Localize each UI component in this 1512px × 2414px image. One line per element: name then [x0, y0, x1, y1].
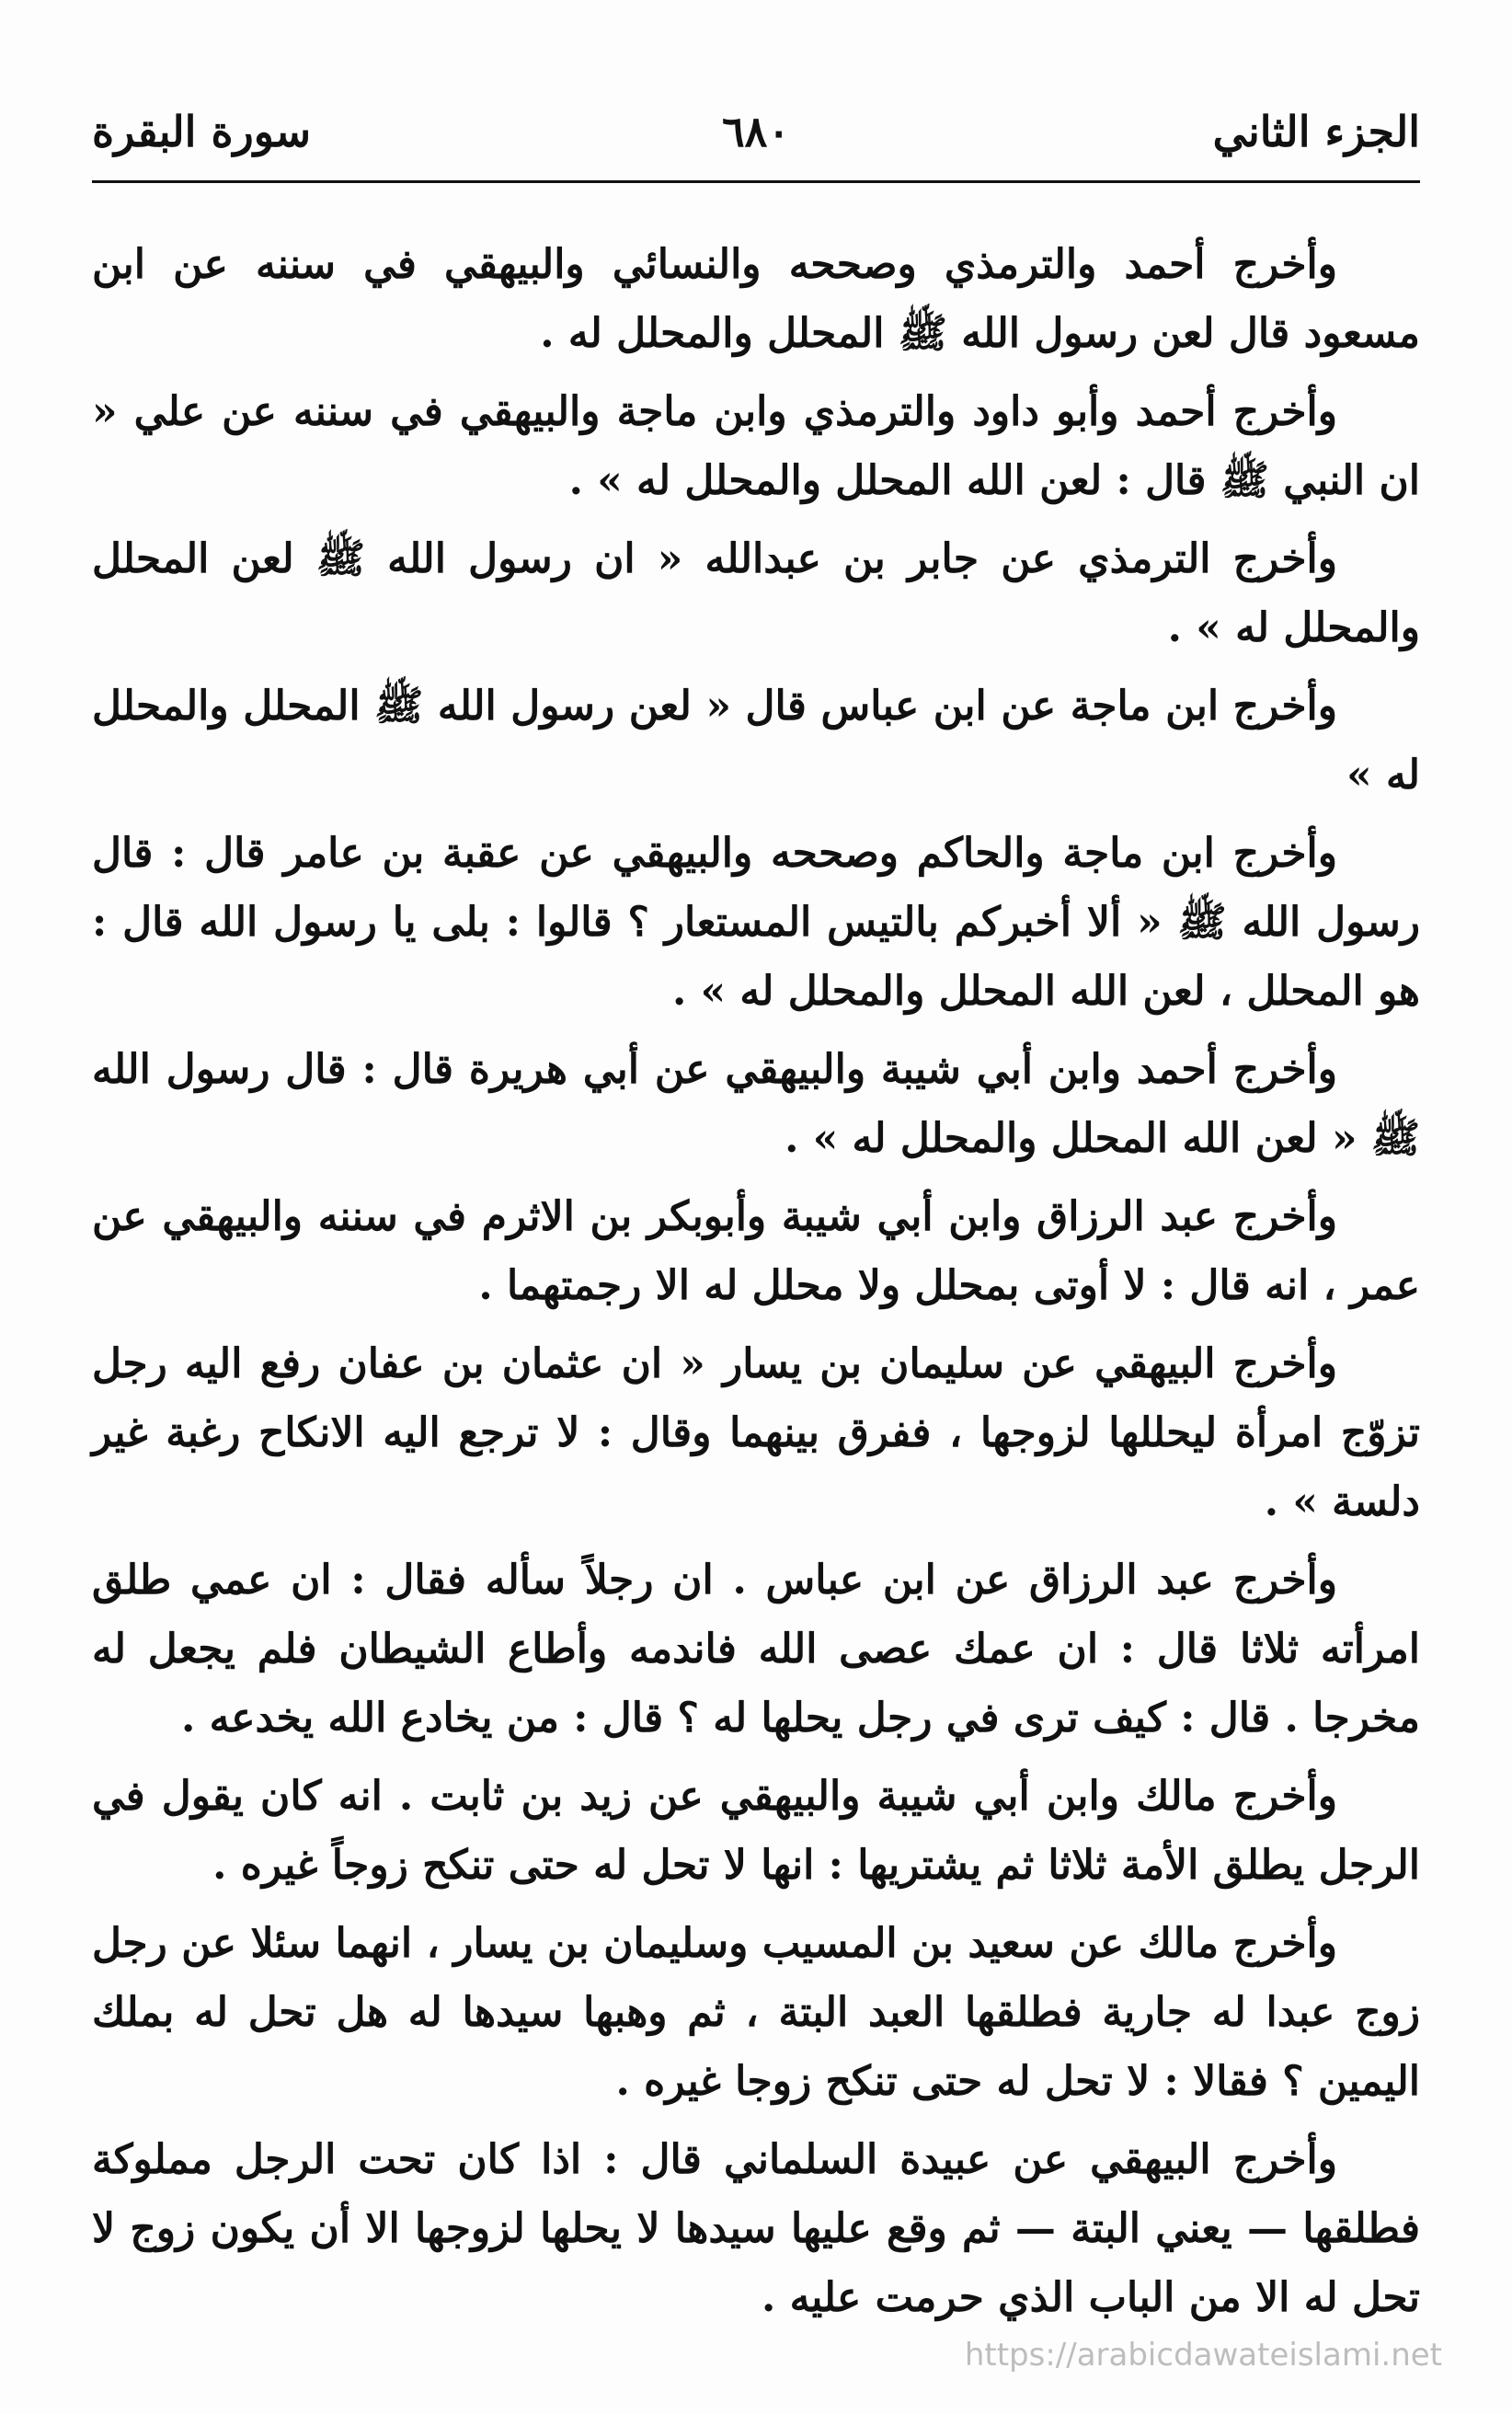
page-number: ٦٨٠	[721, 107, 791, 156]
paragraph: وأخرج ابن ماجة والحاكم وصححه والبيهقي عن عقبة بن عامر قال : قال رسول الله ﷺ « ألا أخبركم بالتيس المستعار ؟ قالوا : بلى يا رسول الله قال : هو المحلل ، لعن الله المحلل والمحلل له » .	[92, 830, 1420, 1015]
surah-label: سورة البقرة	[92, 107, 312, 156]
paragraph: وأخرج الترمذي عن جابر بن عبدالله « ان رسول الله ﷺ لعن المحلل والمحلل له » .	[92, 535, 1420, 651]
paragraph: وأخرج أحمد وأبو داود والترمذي وابن ماجة والبيهقي في سننه عن علي « ان النبي ﷺ قال : لعن الله المحلل والمحلل له » .	[92, 388, 1420, 504]
paragraph: وأخرج أحمد وابن أبي شيبة والبيهقي عن أبي هريرة قال : قال رسول الله ﷺ « لعن الله المحلل والمحلل له » .	[92, 1046, 1420, 1162]
paragraph: وأخرج أحمد والترمذي وصححه والنسائي والبيهقي في سننه عن ابن مسعود قال لعن رسول الله ﷺ المحلل والمحلل له .	[92, 241, 1420, 357]
juz-label: الجزء الثاني	[1212, 107, 1420, 156]
paragraph: وأخرج مالك عن سعيد بن المسيب وسليمان بن يسار ، انهما سئلا عن رجل زوج عبدا له جارية فطلقها العبد البتة ، ثم وهبها سيدها له هل تحل له بملك اليمين ؟ فقالا : لا تحل له حتى تنكح زوجا غيره .	[92, 1920, 1420, 2105]
paragraph: وأخرج عبد الرزاق عن ابن عباس . ان رجلاً سأله فقال : ان عمي طلق امرأته ثلاثا قال : ان عمك عصى الله فاندمه وأطاع الشيطان فلم يجعل له مخرجا . قال : كيف ترى في رجل يحلها له ؟ قال : من يخادع الله يخدعه .	[92, 1557, 1420, 1742]
page-header	[92, 88, 1420, 180]
paragraph: وأخرج ابن ماجة عن ابن عباس قال « لعن رسول الله ﷺ المحلل والمحلل له »	[92, 683, 1420, 799]
header-rule	[92, 180, 1420, 183]
paragraph: وأخرج عبد الرزاق وابن أبي شيبة وأبوبكر بن الاثرم في سننه والبيهقي عن عمر ، انه قال : لا أوتى بمحلل ولا محلل له الا رجمتهما .	[92, 1193, 1420, 1309]
paragraph: وأخرج مالك وابن أبي شيبة والبيهقي عن زيد بن ثابت . انه كان يقول في الرجل يطلق الأمة ثلاثا ثم يشتريها : انها لا تحل له حتى تنكح زوجاً غيره .	[92, 1773, 1420, 1889]
source-watermark: https://arabicdawateislami.net	[964, 2337, 1442, 2374]
page-body	[92, 230, 1420, 2341]
paragraph: وأخرج البيهقي عن سليمان بن يسار « ان عثمان بن عفان رفع اليه رجل تزوّج امرأة ليحللها لزوجها ، ففرق بينهما وقال : لا ترجع اليه الانكاح رغبة غير دلسة » .	[92, 1340, 1420, 1525]
paragraph: وأخرج البيهقي عن عبيدة السلماني قال : اذا كان تحت الرجل مملوكة فطلقها — يعني البتة — ثم وقع عليها سيدها لا يحلها لزوجها الا أن يكون زوج لا تحل له الا من الباب الذي حرمت عليه .	[92, 2136, 1420, 2321]
